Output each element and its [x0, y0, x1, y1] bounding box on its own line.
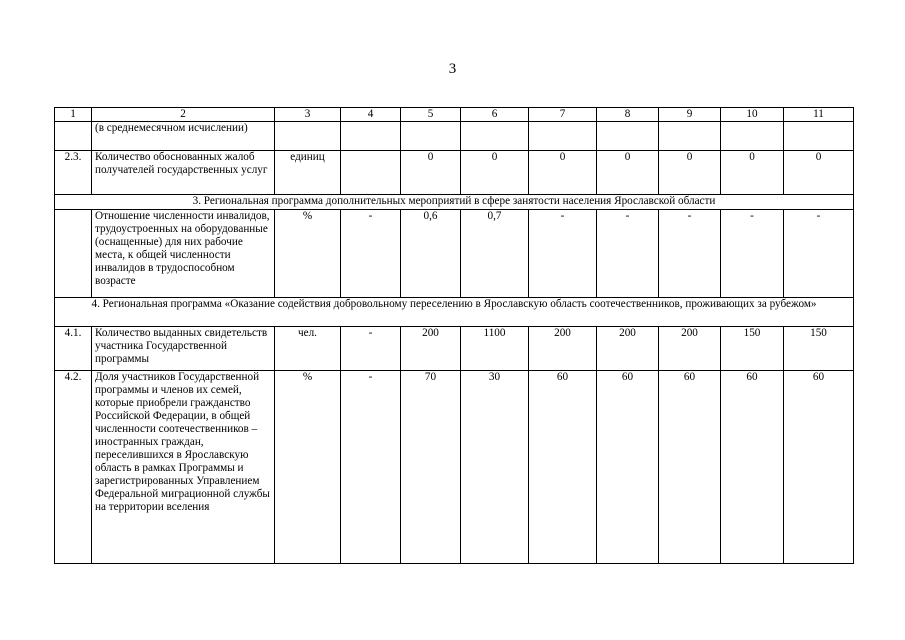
value-cell: 0: [461, 151, 529, 195]
value-cell: 200: [401, 327, 461, 371]
table-row: [55, 151, 854, 195]
value-cell: [529, 122, 597, 151]
value-cell: [784, 122, 854, 151]
unit-cell: [275, 122, 341, 151]
header-cell: 10: [721, 108, 784, 122]
value-cell: [721, 122, 784, 151]
value-cell: -: [784, 210, 854, 298]
value-cell: 150: [721, 327, 784, 371]
section-row: [55, 195, 854, 210]
header-cell: 6: [461, 108, 529, 122]
value-cell: -: [529, 210, 597, 298]
table-row: [55, 371, 854, 564]
value-cell: 60: [721, 371, 784, 564]
header-cell: 11: [784, 108, 854, 122]
table-row: [55, 122, 854, 151]
header-cell: 3: [275, 108, 341, 122]
header-cell: 7: [529, 108, 597, 122]
value-cell: -: [341, 371, 401, 564]
value-cell: 60: [597, 371, 659, 564]
header-cell: 8: [597, 108, 659, 122]
value-cell: 200: [529, 327, 597, 371]
table-row: [55, 210, 854, 298]
section-title: 3. Региональная программа дополнительных мероприятий в сфере занятости населения Ярославской области: [55, 195, 854, 210]
header-cell: 4: [341, 108, 401, 122]
value-cell: -: [597, 210, 659, 298]
header-cell: 2: [92, 108, 275, 122]
value-cell: 0: [597, 151, 659, 195]
row-number: 4.2.: [55, 371, 92, 564]
unit-cell: %: [275, 210, 341, 298]
row-number: 2.3.: [55, 151, 92, 195]
header-cell: 9: [659, 108, 721, 122]
unit-cell: чел.: [275, 327, 341, 371]
value-cell: [597, 122, 659, 151]
value-cell: 1100: [461, 327, 529, 371]
value-cell: 0: [784, 151, 854, 195]
value-cell: 70: [401, 371, 461, 564]
unit-cell: %: [275, 371, 341, 564]
value-cell: 200: [659, 327, 721, 371]
section-row: [55, 298, 854, 327]
value-cell: -: [341, 210, 401, 298]
header-cell: 1: [55, 108, 92, 122]
value-cell: 0,7: [461, 210, 529, 298]
value-cell: [401, 122, 461, 151]
value-cell: 0: [721, 151, 784, 195]
indicator-name: Количество обоснованных жалоб получателей государственных услуг: [92, 151, 275, 195]
section-title: 4. Региональная программа «Оказание содействия добровольному переселению в Ярославскую область соотечественников, проживающих за рубежом»: [55, 298, 854, 327]
value-cell: [341, 151, 401, 195]
table-row: [55, 327, 854, 371]
value-cell: [461, 122, 529, 151]
value-cell: 200: [597, 327, 659, 371]
value-cell: 60: [784, 371, 854, 564]
page-number: 3: [448, 61, 457, 77]
value-cell: [341, 122, 401, 151]
value-cell: -: [721, 210, 784, 298]
header-cell: 5: [401, 108, 461, 122]
value-cell: 0,6: [401, 210, 461, 298]
value-cell: -: [341, 327, 401, 371]
value-cell: -: [659, 210, 721, 298]
indicator-name: Доля участников Государственной программы и членов их семей, которые приобрели гражданство Российской Федерации, в общей численности соотечественников – иностранных граждан, переселившихся в Ярославскую область в рамках Программы и зарегистрированных Управлением Федеральной миграционной службы на территории вселения: [92, 371, 275, 564]
indicators-table: [54, 107, 854, 564]
value-cell: 60: [659, 371, 721, 564]
value-cell: 30: [461, 371, 529, 564]
unit-cell: единиц: [275, 151, 341, 195]
indicator-name: Количество выданных свидетельств участника Государственной программы: [92, 327, 275, 371]
value-cell: 0: [529, 151, 597, 195]
row-number: [55, 122, 92, 151]
row-number: [55, 210, 92, 298]
value-cell: 150: [784, 327, 854, 371]
indicator-name: (в среднемесячном исчислении): [92, 122, 275, 151]
table-header-row: [55, 108, 854, 122]
indicator-name: Отношение численности инвалидов, трудоустроенных на оборудованные (оснащенные) для них рабочие места, к общей численности инвалидов в трудоспособном возрасте: [92, 210, 275, 298]
value-cell: 60: [529, 371, 597, 564]
row-number: 4.1.: [55, 327, 92, 371]
value-cell: 0: [659, 151, 721, 195]
value-cell: [659, 122, 721, 151]
value-cell: 0: [401, 151, 461, 195]
